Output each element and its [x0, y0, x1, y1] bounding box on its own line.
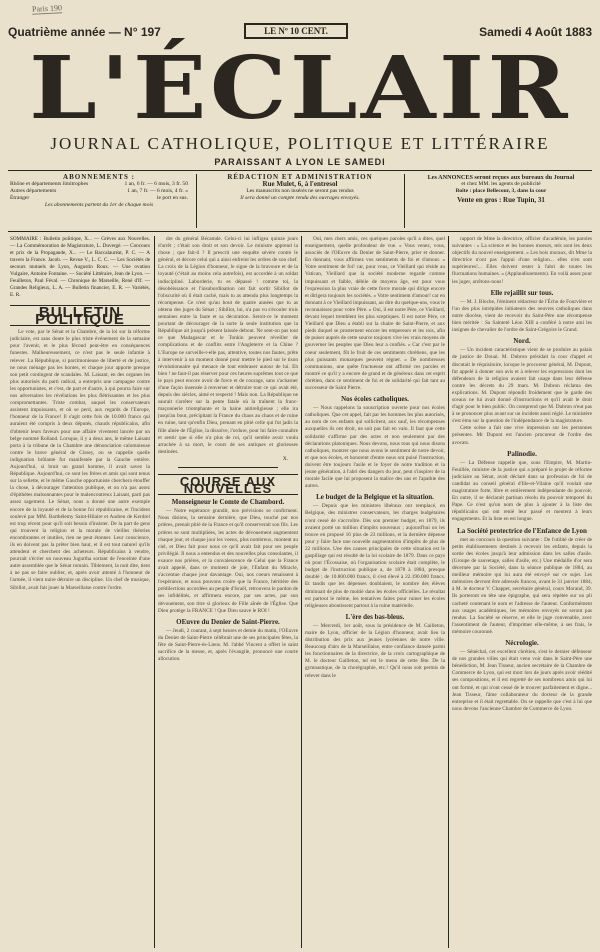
article-text: — Sénéchal, cet excellent chrétien, s'est le dernier défenseur de nos grandes villes qui était venu voir dans le Saint-Père une bénédiction, M. Jean Tisseur, ancien secrétaire de la Chambre de Commerce de Lyon, qui est mort lors de jours après avoir réédité ses compositions, et il est regretté de ses nombreux amis qui lui ont formé, et qui n'ont cessé de le trouver parfaitement et digne... Jean Tisseur, l'âme collaborateur du docteur de la grande entreprise et il était regrettable. On se rappelle que c'est à lui que nous devons l'ancienne Chambre de Commerce de Lyon. [452, 649, 592, 712]
redaction-note: Il sera donné un compte rendu des ouvrages envoyés. [240, 195, 360, 201]
section-title: Elle rejaillit sur tous. [490, 288, 554, 297]
divider [8, 231, 592, 232]
article-text: — La Défense rappelle que, sous l'Empire, M. Martin-Feuillée, ministre de la justice qui a préparé le projet de réforme judiciaire au Sénat, avait déclaré dans sa profession de foi de candidat au conseil général d'Ille-et-Vilaine qu'il voulait une magistrature forte, libre et entièrement indépendante du pouvoir. En outre, il se déclarait partisan résolu du pouvoir temporel du Pape. Ce n'est qu'un nom de plus à ajouter à la liste des républicains qui ont renié leur passé et mentent à leurs engagements. Et la liste en est longue. [452, 459, 592, 523]
section-title: Nord. [513, 337, 531, 346]
divider [178, 467, 278, 468]
bulletin-title: BULLETIN POLITIQUE [10, 305, 150, 326]
annonces-title: Les ANNONCES seront reçues aux bureaux du Journal [427, 174, 575, 181]
section-title: Le budget de la Belgique et la situation. [316, 493, 434, 502]
column-1 [10, 236, 150, 948]
article-text: rapport de Mme la directrice, officier d'académie, les paroles suivantes : « La science et les bonnes moeurs, tels sont les deux objectifs du nouvel enseignement. « Les bois moraux, dit Mme la directrice n'ont pas l'appui d'une religion... elles n'en sont supérieures!... Elles doivent rester à l'abri de toutes les fluctuations humaines. » (Applaudissements). En voilà assez pour les juger, arrêtons-nous! [452, 236, 592, 285]
article-text: — Nous rappelons la souscription ouverte pour nos écoles catholiques. Que cet appel, fait par les hommes les plus autorisés, au nom de ces enfants qui sollicitent, aux sauf, les récompenses auxquelles ils ont droit, ne soit pas fait en vain. Il faut que cette solidarité s'affirme par des actes et non seulement par des déclarations platoniques. Nous devons, nous tous qui nous disons catholiques, montrer que nous avons le sentiment de notre devoir, et que nos écoles, et honorent d'entre nous ont puisé l'instruction, doivent être toujours l'asile et le foyer de notre tradition et la jeune génération, à l'abri des dangers du jour, peut s'inspirer de la morale facile que lui proposent la malice des uns et l'apathie des autres. [305, 405, 445, 490]
section-title: Palinodie. [507, 449, 537, 458]
article-text: — Un incident caractéristique vient de se produire au palais de justice de Douai. M. Dubron présidait la cour d'appel et discutait le réquisitoire, lorsque le procureur général, M. Dupont, fut appelé à donner son avis et à relever les expressions dont les défendeurs de la religion avaient fait usage dans leur défense contre les décrets du 29 mars. M. Dubron réclama des explications. M. Dupont répondit froidement que le garde des sceaux ne lui avait donné d'instructions et qu'il avait le droit d'agir pour le bien public. On comprend que M. Dubron n'eut pas à se prononcer plus avant sur un incident aussi réglé. Le ministère s'est ému sur la question de l'indépendance de la magistrature. [452, 347, 592, 425]
section-title: Nos écoles catholiques. [341, 395, 409, 404]
newspaper-page [4, 2, 596, 950]
article-text: Oui, mes chers amis, ces quelques paroles qu'il a dites, quel enseignement, quelle profondeur de vue. « Vous venez, vous, associés de l'OEuvre du Denier de Saint-Pierre, prier et donner. En donnant, vous affirmez vos sentiments de foi et d'amour. « Votre sentiment de foi! car, pour vous, ce Vieillard qui réside au Vatican, Vieillard que la société moderne regarde comme impuissant et faible, débile de moyens âge, est pour vous l'expression la plus vraie de cette force morale qui dirige encore et dirigera toujours les sociétés. « Votre sentiment d'amour! car en donnant à ce Vieillard impuissant, au dire du quelque-uns, vous le reconnaissez pour votre Père. « Oui, il est notre Père, ce Vieillard, devant lequel tremblent les plus sceptiques. Il est notre Père, ce Vieillard que Dieu a établi sur la chaire de Saint-Pierre, et aux pieds duquel se prosternent encore les empereurs et les rois, afin de puiser auprès de cette source toujours vive les vrais moyens de gouverner les peuples que Dieu leur a confiés. « Car c'est par le coeur seulement, fût le fruit de ces sentiments chrétiens, que les plus puissants monarques peuvent régner. » De nombreuses communions, une quête fructueuse ont affirmé ces paroles et montré ce qu'il y a encore de grand et de généreux dans cet esprit chrétien, dans ce sentiment de foi et de solidarité qui fait tant au successeur de Saint Pierre. [305, 236, 445, 391]
section-title: La Société protectrice de l'Enfance de Lyon [457, 526, 587, 535]
abonnements-title: ABONNEMENTS : [63, 173, 135, 181]
article-text: — M. J. Bloche, l'éminent rédacteur de l'Écho de Fourvière et l'un des plus intrépides initiateurs des oeuvres catholiques dans notre diocèse, vient de recevoir du Saint-Père une récompense bien méritée : Sa Sainteté Léon XIII a conféré à notre ami les insignes de chevalier de l'ordre de Saint-Grégoire le Grand. [452, 298, 592, 334]
redaction-title: RÉDACTION ET ADMINISTRATION [227, 173, 373, 181]
course-title: COURSE AUX NOUVELLES [158, 474, 298, 495]
signature: X. [282, 455, 288, 462]
article-text: — Mercredi, 1er août, sous la présidence de M. Gailleton, maire de Lyon, officier de la Légion d'honneur, avait lieu la distribution des prix aux jeunes lycéennes de notre ville. Beaucoup d'airs de la Marseillaise, entre confiance dansée parmi les fonctionnaires de la directrice, de la croix cartographique de M. le docteur Gailleton, tel est le menu de cette fête. De la gymnastique, de la chorégraphie, etc.! Qu'il nous soit permis de relever dans le [305, 622, 445, 679]
abonnements-box [10, 174, 188, 209]
abonnement-row: Étranger le port en sus. [10, 195, 188, 201]
masthead-tagline: PARAISSANT A LYON LE SAMEDI [214, 157, 386, 167]
column-2 [158, 236, 298, 948]
annonces-box [410, 174, 592, 204]
archive-stamp: Paris 190 [31, 3, 63, 14]
redaction-note: Les manuscrits non insérés ne seront pas rendus [246, 188, 354, 194]
column-rule [154, 236, 155, 948]
abonnement-row: Autres départements 1 an, 7 fr. — 6 mois, 4 fr. » [10, 188, 188, 194]
annonces-sale: Vente en gros : Rue Tupin, 31 [457, 196, 545, 204]
column-rule [448, 236, 449, 948]
section-title: Monseigneur le Comte de Chambord. [171, 498, 285, 507]
article-text: dre du général Bécamde. Celui-ci lui infligea quinze jours d'arrêt ; c'était son droit et son devoir. Le ministre apprend la chose ; que fait-il ? Il prescrit une enquête sévère contre le général, et décore celui qui a ainsi enfreint les ordres de son chef. La croix de la Légion d'honneur, le signe de la bravoure et de la loyauté (c'était au moins cela autrefois), est accordée à un soldat indiscipliné. Laborderie, tu es dépassé ! comme toi, la désobéissance et l'insubordination ont fait sortir Sibillot de l'obscurité où il était caché, mais tu as attendu plus longtemps la récompense. Ce n'est qu'au bout de quatre années que tu as obtenu des juges du Sénat ; Sibillot, lui, n'a pas vu s'écouler trois semaines entre la faute et sa décoration. Seroit-ce le moment pourtant de décourager de la sorte la seule institution que la République ait jusqu'à présent laissée debout. Ne sent-on pas tout ce que Madagascar et le Tonkin peuvent réveiller de complications et de conflits entre l'Angleterre et la Chine ? L'Europe ne surveille-t-elle pas, attentive, toutes nos fautes, prête à intervenir à un moment donné pour mettre le pied sur le tison révolutionnaire qui menace de tout embraser autour de lui. Eh bien ! ne faut-il pas réserver pour ces heures suprêmes tout ce que le pays peut encore avoir de force et de courage, sans s'acharner d'une façon insensée à renverser et détruire tout ce qui avait été, depuis des siècles, aimé et respecté ! Mais non. La République ne saurait s'arrêter sur la pente fatale où la traînent la franc-maçonnerie triomphante et la haine antireligieuse ; elle ira jusqu'au bout, précipitant la France du chaos au chaos et de ruine en ruine, tant qu'enfin Dieu, prenant en pitié celle qui fut jadis la fille aînée de l'Église, la dissolve, l'ordure, pour lui faire connaître et sentir que si elle n'a plus de roi, qu'il semble avoir voulu arrachée à sa mort, le cours de ses antiques et glorieuses destinées. [158, 236, 298, 455]
issue-number: Quatrième année — N° 197 [8, 25, 161, 39]
section-title: OEuvre du Denier de Saint-Pierre. [176, 617, 280, 626]
annonces-line: Boîte : place Bellecour, 3, dans la cour [455, 188, 547, 194]
masthead-subtitle: JOURNAL CATHOLIQUE, POLITIQUE ET LITTÉRAIRE [50, 134, 550, 153]
article-text: met au concours la question suivante : De l'utilité de créer de petits établissements destinés à recevoir les enfants, depuis la sortie des écoles jusqu'à leur admission dans les salles d'asile. (Groupe de sauvetage, salles d'asile, etc.) Une médaille d'or sera décernée par la Société, dans la séance publique de 1884, au meilleur mémoire qui lui aura été envoyé sur ce sujet. Les mémoires devront être adressés francos, avant le 31 janvier 1884, à M. le docteur V. Chappet, secrétaire général, cours Morand, 39. Ils porteront en tête une épigraphe, qui sera répétée sur un pli cacheté contenant le nom et l'adresse de l'auteur. Conformément aux usages académiques, les mémoires envoyés ne seront pas rendus. La Société se réserve, et elle le juge convenable, avec l'assentiment de l'auteur, d'imprimer elle-même, à ses frais, le mémoire couronné. [452, 536, 592, 635]
article-text: — Depuis que les ministres libéraux ont remplacé, en Belgique, des ministres conservateurs, les charges budgétaires n'ont cessé de s'accroître. Dès son premier budget, en 1879, ils avaient porté un million d'impôts nouveaux ; aujourd'hui on les trouve en proposé 16 plus de 23 millions, et la dernière dépense pour y faire face une nouvelle augmentation d'impôts de plus de 22 millions. Une des causes principales de cette situation est le gaspillage qui est résulté de la loi scolaire de 1879. Dans ce pays où pour l'Écossaise, où l'organisation scolaire était complète, le budget de l'instruction publique a, de 1878 à 1884, presque doublé ; de 10.800.000 francs, il s'est élevé à 22.190.000 francs. Et tandis que les dépenses doublaient, le nombre des élèves diminuait de plus de moitié dans les écoles officielles. Le résultat est partout le même, les tentatives faites pour ruiner les écoles religieuses aboutissent partout à la ruine matérielle. [305, 503, 445, 609]
article-text: — Jeudi, 2 courant, à sept heures et demie du matin, l'OEuvre du Denier de Saint-Pierre célébrait une de ses principales fêtes, la fête de Saint-Pierre-ès-Liens. M. l'abbé Vincent a offert le saint sacrifice de la messe, et, après l'évangile, prononcé une courte allocution. [158, 627, 298, 663]
article-text: — Notre espérance grandit, nos prévisions se confirment. Nous disions, la semaine dernière, que Dieu, touché par nos prières, prenait pitié de la France et qu'il conserverait son fils. Les prières se sont multipliées, les actes de dévouement augmentent chaque jour, et chaque jour les voeux, plus nombreux, montent au ciel, et Dieu fait pour nous ce qu'il avait fait pour ses peuple privilégié. Il nous a entendus et des nouvelles plus consolantes, il exauce nos prières, et la convalescence de Celui que la France avait appelé, dans ce moment de joie, l'Enfant du Miracle, s'accentue chaque jour davantage. Oui, nos coeurs renaissent à l'espérance, et nous pouvons croire que la France, héritière des prédilections accordées au peuple d'Israël, retrouvera le pardon de ses infidélités, et affirmera encore, par ses actes, par son dévouement, son titre si glorieux de Fille aînée de l'Église. Que Dieu protège la FRANCE ! Que Dieu sauve le ROI ! [158, 508, 298, 614]
article-text: Cette scène a fait une vive impression sur les personnes présentes. Mr Dupont est l'ancien procureur de l'ordre des avocats. [452, 425, 592, 446]
section-title: Nécrologie. [505, 638, 539, 647]
article-text: Le vote, par le Sénat et la Chambre, de la loi sur la réforme judiciaire, est sans doute le plus triste événement de la semaine pour l'avenir, et le plus fécond peut-être en conséquences funestes. Malheureusement, ce n'est pas le seule infamie à relever. La République, si parcimonieuse de liberté et de justice, ne nous ménage pas les hontes, et chaque jour apporte presque son petit contingent de scandales. M. Laisant, en des organes les plus autorisés du parti radical, a entrepris une campagne contre les opportunistes, et c'est, de part et d'autre, à qui pourra faire sur nos adversaires les révélations les plus flétrissantes et les plus compromettantes. Triste combat, auquel les conservateurs assistent impuissants, et où se perd, aux regards de l'Europe, l'honneur de la France! Il s'agit cette fois de 10.000 francs qui auraient été compris à deux députés, chauds républicains, afin d'obtenir leurs faveurs pour une affaire vivement lancée par un belge nommé Rolland. Lorsque, il y a deux ans, le même Laisant porta à la tribune de la Chambre une dénonciation calomnieuse contre le brave général de Cissey, on se rappelle quelle indignation brûlante fut manifestée par la Gauche entière. Aujourd'hui, si bruit un grand homme, il avait savez la République. Aujourd'hui, ce sont les frères et amis qui sont tenus sur la sellette, et le même Gauche opportuniste cherchera étouffer la chose, à décourager l'attention publique, et on n'a pas assez d'épithètes malsonnantes pour le malencontreux Laisant, parti pas assez sagement. Le Sénat, nous a donné une autre exemple encore de la loyauté et de la bonne foi républicaine, et l'incident soulevé par MM. Barthélemy Saint-Hilaire et Audren de Kerdrel est trop récent pour qu'il soit besoin d'insister. De la part de gens qui trouvent la religion et la morale de vieilles théories encombrantes et inutiles, rien ne peut étonner. Leur conscience, ils en doivent pas la prêter bien haut, et il est tout naturel qu'ils attendent et cherchent des acheteurs. Républicains à vendre, pourrait s'écrier un nouveau Jugurtha sortant de l'enceinte d'une autre assemblée que le Sénat romain. Tiblement, la nuit dite, tient à ne pas se faire oublier, et, après avoir attenté à l'honneur de l'armée, il vient nuire détruire un discipline. Un chef de musique, Sibillot, avait fait jouer la Marseillaise contre l'ordre. [10, 329, 150, 591]
price-box: LE Nº 10 CENT. [244, 23, 348, 39]
divider [404, 174, 405, 228]
annonces-line: et chez MM. les agents de publicité [461, 181, 541, 187]
divider [196, 174, 197, 228]
abonnement-row: Rhône et départements limitrophes 1 an, 6 fr. — 6 mois, 3 fr. 50 [10, 181, 188, 187]
section-title: L'ère des bas-bleus. [345, 612, 405, 621]
column-rule [301, 236, 302, 948]
column-4 [452, 236, 592, 948]
redaction-box [202, 174, 398, 202]
divider [8, 170, 592, 171]
issue-date: Samedi 4 Août 1883 [479, 25, 592, 39]
column-3 [305, 236, 445, 948]
abonnements-note: Les abonnements partent du 1er de chaque mois [44, 202, 154, 208]
sommaire: SOMMAIRE : Bulletin politique, X... — Grèves aux Nouvelles. — La Commémoration de Magistrature, L. Duvergé. — Concours et prix de la Propagande, X... — Le Baccalauréat, P. C. — A travers la France. Jacob. — Revue V., L. C. C. — Les Sociétés de secours mutuels de Lyon, Augustin Roux. — Une ovation Vulgaire, Antoine Fontaine. — Société Littéraire, Jean de Lyon. — Feuilleton, Paul Féval. — Chronique de Marseille, René d'If. — Grandes Religieux, L. A. — Bulletin financier, E. R. — Variétés, E. R. [10, 236, 150, 298]
masthead-title: L'ÉCLAIR [29, 38, 571, 139]
redaction-address: Rue Mulet, 6, à l'entresol [262, 180, 338, 188]
